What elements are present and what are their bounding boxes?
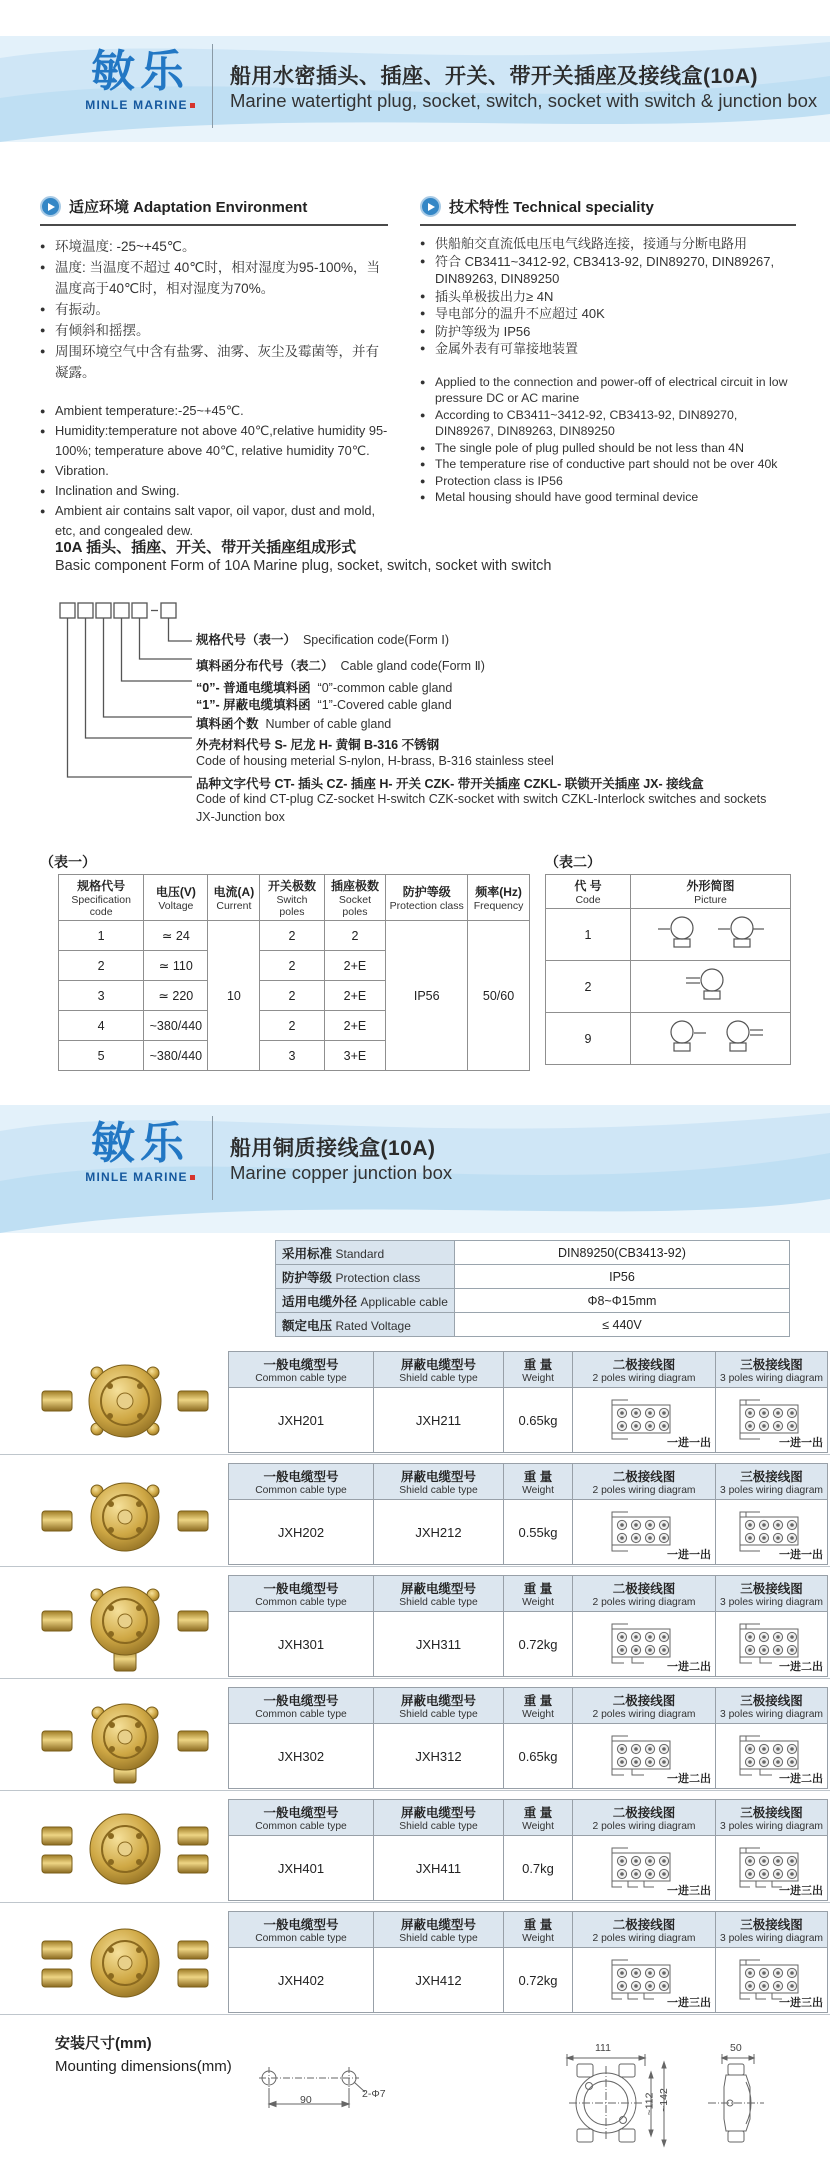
- product-table: [228, 1911, 828, 2013]
- wiring-diagram-2p: [573, 1948, 716, 2013]
- wiring-diagram-2p: [573, 1612, 716, 1677]
- col-voltage: 电压(V) Voltage: [144, 875, 208, 921]
- cell-socket-poles: 3+E: [324, 1041, 386, 1071]
- standards-label: 防护等级 Protection class: [276, 1265, 455, 1289]
- col-3pole-diagram: 三极接线图 3 poles wiring diagram: [716, 1352, 828, 1388]
- col-current: 电流(A) Current: [208, 875, 260, 921]
- table-row: [276, 1313, 790, 1337]
- col-switch-poles: 开关极数 Switch poles: [260, 875, 324, 921]
- flow-caption: 一进三出: [779, 1997, 823, 2009]
- product-table: [228, 1799, 828, 1901]
- logo-en-text: [70, 1170, 210, 1184]
- header2-title-cn: 船用铜质接线盒(10A): [230, 1137, 436, 1160]
- flow-caption: 一进一出: [667, 1549, 711, 1561]
- code-line-gland-code: [196, 656, 485, 674]
- code-line-kind-en2: [196, 810, 285, 824]
- cell-common-model: JXH301: [229, 1612, 374, 1677]
- row-separator: [0, 1566, 830, 1567]
- list-item: ● Metal housing should have good terminal device: [420, 489, 796, 506]
- cell-code: 1: [546, 909, 631, 961]
- standards-value: IP56: [454, 1265, 789, 1289]
- logo-red-accent: [190, 103, 195, 108]
- cell-frequency: 50/60: [468, 921, 530, 1071]
- cell-common-model: JXH202: [229, 1500, 374, 1565]
- code-line-en: Cable gland code(Form Ⅱ): [340, 659, 485, 673]
- code-line-en: Number of cable gland: [265, 717, 392, 731]
- code-line-cn: 品种文字代号 CT- 插头 CZ- 插座 H- 开关 CZK- 带开关插座 CZKL- 联锁开关插座 JX- 接线盒: [196, 777, 704, 791]
- standards-label: 采用标准 Standard: [276, 1241, 455, 1265]
- code-line-material-cn: [196, 735, 439, 753]
- table-row: [546, 1013, 791, 1065]
- table-row: [229, 1836, 828, 1901]
- code-line-cn: 填料函分布代号（表二）: [196, 659, 334, 673]
- code-line-spec: [196, 630, 449, 648]
- cell-switch-poles: 2: [260, 951, 324, 981]
- cell-code: 5: [59, 1041, 144, 1071]
- cell-common-model: JXH401: [229, 1836, 374, 1901]
- table-header-row: [229, 1464, 828, 1500]
- gland-layout-table: [545, 874, 791, 1065]
- component-title-cn: 10A 插头、插座、开关、带开关插座组成形式: [55, 539, 357, 556]
- col-shield-type: 屏蔽电缆型号 Shield cable type: [374, 1464, 504, 1500]
- product-row: [0, 1457, 830, 1567]
- list-item: ● Ambient air contains salt vapor, oil vapor, dust and mold, etc, and congealed dew.: [40, 501, 388, 541]
- flow-caption: 一进二出: [667, 1661, 711, 1673]
- adaptation-title: 适应环境 Adaptation Environment: [69, 199, 308, 216]
- list-item: ● 环境温度: -25~+45℃。: [40, 236, 388, 257]
- list-item: ● Inclination and Swing.: [40, 481, 388, 501]
- col-common-type: 一般电缆型号 Common cable type: [229, 1576, 374, 1612]
- flow-caption: 一进三出: [667, 1997, 711, 2009]
- product-table: [228, 1463, 828, 1565]
- list-item: ● 周围环境空气中含有盐雾、油雾、灰尘及霉菌等，并有凝露。: [40, 341, 388, 383]
- flow-caption: 一进一出: [779, 1549, 823, 1561]
- col-2pole-diagram: 二极接线图 2 poles wiring diagram: [573, 1688, 716, 1724]
- dim-front-height-outer: ~142: [657, 2088, 670, 2112]
- cell-code: 3: [59, 981, 144, 1011]
- gland-diagram-2: [631, 961, 791, 1013]
- wiring-diagram-3p: [716, 1724, 828, 1789]
- cell-protection: IP56: [386, 921, 468, 1071]
- col-3pole-diagram: 三极接线图 3 poles wiring diagram: [716, 1912, 828, 1948]
- col-common-type: 一般电缆型号 Common cable type: [229, 1912, 374, 1948]
- col-3pole-diagram: 三极接线图 3 poles wiring diagram: [716, 1464, 828, 1500]
- cell-switch-poles: 2: [260, 1011, 324, 1041]
- col-3pole-diagram: 三极接线图 3 poles wiring diagram: [716, 1800, 828, 1836]
- table-row: [276, 1289, 790, 1313]
- cell-common-model: JXH201: [229, 1388, 374, 1453]
- section-play-icon: [420, 196, 441, 217]
- list-item: ● 符合 CB3411~3412-92, CB3413-92, DIN89270, DIN89267, DIN89263, DIN89250: [420, 253, 796, 288]
- product-table: [228, 1351, 828, 1453]
- list-item: ● Vibration.: [40, 461, 388, 481]
- product-table: [228, 1575, 828, 1677]
- col-picture: 外形简图 Picture: [631, 875, 791, 909]
- product-photo: [40, 1463, 210, 1566]
- wiring-diagram-3p: [716, 1612, 828, 1677]
- logo-en-label: MINLE MARINE: [85, 1170, 188, 1184]
- cell-shield-model: JXH411: [374, 1836, 504, 1901]
- brand-logo: [70, 47, 210, 112]
- col-shield-type: 屏蔽电缆型号 Shield cable type: [374, 1688, 504, 1724]
- product-photo: [40, 1687, 210, 1790]
- list-item: ● According to CB3411~3412-92, CB3413-92, DIN89270, DIN89267, DIN89263, DIN89250: [420, 407, 796, 440]
- cell-voltage: ≃ 24: [144, 921, 208, 951]
- brand-logo: [70, 1119, 210, 1184]
- code-line-gland-count: [196, 714, 391, 732]
- col-shield-type: 屏蔽电缆型号 Shield cable type: [374, 1352, 504, 1388]
- cell-shield-model: JXH212: [374, 1500, 504, 1565]
- col-weight: 重 量 Weight: [504, 1464, 573, 1500]
- flow-caption: 一进二出: [779, 1773, 823, 1785]
- standards-table: [275, 1240, 790, 1337]
- col-weight: 重 量 Weight: [504, 1688, 573, 1724]
- product-row: [0, 1905, 830, 2015]
- list-item: ● Applied to the connection and power-off of electrical circuit in low pressure DC or AC marine: [420, 374, 796, 407]
- logo-cn-text: 敏乐: [91, 47, 189, 96]
- side-view-drawing: [700, 2052, 772, 2157]
- cell-weight: 0.55kg: [504, 1500, 573, 1565]
- product-table: [228, 1687, 828, 1789]
- cell-shield-model: JXH412: [374, 1948, 504, 2013]
- table-header-row: [59, 875, 530, 921]
- cell-socket-poles: 2+E: [324, 951, 386, 981]
- code-line-en: “1”-Covered cable gland: [317, 698, 452, 712]
- code-line-en: JX-Junction box: [196, 810, 285, 824]
- cell-shield-model: JXH311: [374, 1612, 504, 1677]
- cell-shield-model: JXH211: [374, 1388, 504, 1453]
- code-line-gland-1: [196, 695, 452, 713]
- list-item: ● Ambient temperature:-25~+45℃.: [40, 401, 388, 421]
- gland-diagram-1: [631, 909, 791, 961]
- col-weight: 重 量 Weight: [504, 1912, 573, 1948]
- cell-weight: 0.72kg: [504, 1948, 573, 2013]
- code-line-en: “0”-common cable gland: [317, 681, 453, 695]
- product-row: [0, 1569, 830, 1679]
- cell-voltage: ≃ 110: [144, 951, 208, 981]
- cell-common-model: JXH402: [229, 1948, 374, 2013]
- cell-code: 2: [59, 951, 144, 981]
- col-3pole-diagram: 三极接线图 3 poles wiring diagram: [716, 1688, 828, 1724]
- col-code: 代 号 Code: [546, 875, 631, 909]
- col-2pole-diagram: 二极接线图 2 poles wiring diagram: [573, 1912, 716, 1948]
- list-item: ● 供船舶交直流低电压电气线路连接，接通与分断电路用: [420, 235, 796, 253]
- adaptation-cn-list: [40, 236, 388, 383]
- dim-front-width: 111: [595, 2042, 611, 2054]
- dim-front-height-inner: ~112: [643, 2092, 656, 2116]
- cell-switch-poles: 2: [260, 981, 324, 1011]
- col-weight: 重 量 Weight: [504, 1352, 573, 1388]
- col-common-type: 一般电缆型号 Common cable type: [229, 1352, 374, 1388]
- cell-weight: 0.65kg: [504, 1724, 573, 1789]
- table-row: [59, 921, 530, 951]
- row-separator: [0, 1454, 830, 1455]
- list-item: ● Humidity:temperature not above 40℃,relative humidity 95-100%; temperature above 40℃, relative humidity 70℃.: [40, 421, 388, 461]
- header1-title-en: Marine watertight plug, socket, switch, socket with switch & junction box: [230, 90, 818, 111]
- col-shield-type: 屏蔽电缆型号 Shield cable type: [374, 1576, 504, 1612]
- flow-caption: 一进一出: [779, 1437, 823, 1449]
- wiring-diagram-3p: [716, 1948, 828, 2013]
- list-item: ● 金属外表有可靠接地装置: [420, 340, 796, 358]
- code-line-en: Specification code(Form Ⅰ): [302, 633, 450, 647]
- wiring-diagram-2p: [573, 1836, 716, 1901]
- table-row: [229, 1612, 828, 1677]
- table-row: [276, 1241, 790, 1265]
- technical-en-list: [420, 374, 796, 506]
- code-line-cn: 填料函个数: [196, 717, 259, 731]
- col-common-type: 一般电缆型号 Common cable type: [229, 1464, 374, 1500]
- standards-value: DIN89250(CB3413-92): [454, 1241, 789, 1265]
- gland-diagram-9: [631, 1013, 791, 1065]
- mounting-title-en: Mounting dimensions(mm): [55, 2058, 232, 2075]
- cell-weight: 0.65kg: [504, 1388, 573, 1453]
- technical-cn-list: [420, 235, 796, 358]
- code-line-cn: “0”- 普通电缆填料函: [196, 681, 311, 695]
- cell-weight: 0.7kg: [504, 1836, 573, 1901]
- adaptation-en-list: [40, 401, 388, 541]
- header1-divider: [212, 44, 213, 128]
- product-photo: [40, 1575, 210, 1678]
- table-row: [229, 1948, 828, 2013]
- standards-value: ≤ 440V: [454, 1313, 789, 1337]
- technical-section: [420, 196, 796, 506]
- technical-title: 技术特性 Technical speciality: [449, 199, 654, 216]
- cell-code: 9: [546, 1013, 631, 1065]
- flow-caption: 一进三出: [667, 1885, 711, 1897]
- dim-hole-spacing: 90: [300, 2094, 312, 2106]
- list-item: ● 插头单极拔出力≥ 4N: [420, 288, 796, 306]
- logo-cn-text: 敏乐: [91, 1119, 189, 1168]
- list-item: ● The temperature rise of conductive part should not be over 40k: [420, 456, 796, 473]
- standards-label: 适用电缆外径 Applicable cable: [276, 1289, 455, 1313]
- code-line-cn: 规格代号（表一）: [196, 633, 297, 647]
- technical-header: [420, 196, 796, 226]
- list-item: ● Protection class is IP56: [420, 473, 796, 490]
- table-row: [229, 1388, 828, 1453]
- table-row: [546, 909, 791, 961]
- col-shield-type: 屏蔽电缆型号 Shield cable type: [374, 1800, 504, 1836]
- code-line-en: Code of housing meterial S-nylon, H-brass, B-316 stainless steel: [196, 754, 554, 768]
- cell-current: 10: [208, 921, 260, 1071]
- list-item: ● 防护等级为 IP56: [420, 323, 796, 341]
- code-line-kind-en: [196, 792, 766, 806]
- section-play-icon: [40, 196, 61, 217]
- list-item: ● 温度: 当温度不超过 40℃时，相对湿度为95-100%，当温度高于40℃时，相对湿度为70%。: [40, 257, 388, 299]
- table-row: [229, 1724, 828, 1789]
- component-code-tree: [55, 595, 195, 810]
- col-common-type: 一般电缆型号 Common cable type: [229, 1688, 374, 1724]
- table-header-row: [546, 875, 791, 909]
- cell-common-model: JXH302: [229, 1724, 374, 1789]
- cell-voltage: ~380/440: [144, 1041, 208, 1071]
- wiring-diagram-3p: [716, 1388, 828, 1453]
- row-separator: [0, 1790, 830, 1791]
- row-separator: [0, 1902, 830, 1903]
- table-header-row: [229, 1688, 828, 1724]
- flow-caption: 一进三出: [779, 1885, 823, 1897]
- col-weight: 重 量 Weight: [504, 1800, 573, 1836]
- wiring-diagram-3p: [716, 1836, 828, 1901]
- cell-socket-poles: 2+E: [324, 1011, 386, 1041]
- list-item: ● 导电部分的温升不应超过 40K: [420, 305, 796, 323]
- col-protection: 防护等级 Protection class: [386, 875, 468, 921]
- cell-shield-model: JXH312: [374, 1724, 504, 1789]
- dim-holes-label: 2-Φ7: [362, 2088, 386, 2100]
- cell-voltage: ~380/440: [144, 1011, 208, 1041]
- cell-code: 1: [59, 921, 144, 951]
- flow-caption: 一进二出: [667, 1773, 711, 1785]
- wiring-diagram-2p: [573, 1388, 716, 1453]
- product-row: [0, 1681, 830, 1791]
- spec-table: [58, 874, 530, 1071]
- cell-socket-poles: 2+E: [324, 981, 386, 1011]
- flow-caption: 一进一出: [667, 1437, 711, 1449]
- code-line-gland-0: [196, 678, 452, 696]
- adaptation-header: [40, 196, 388, 226]
- col-spec-code: 规格代号 Specification code: [59, 875, 144, 921]
- cell-switch-poles: 2: [260, 921, 324, 951]
- cell-voltage: ≃ 220: [144, 981, 208, 1011]
- product-photo: [40, 1799, 210, 1902]
- col-frequency: 频率(Hz) Frequency: [468, 875, 530, 921]
- wiring-diagram-2p: [573, 1500, 716, 1565]
- product-photo: [40, 1351, 210, 1454]
- cell-code: 4: [59, 1011, 144, 1041]
- component-title-en: Basic component Form of 10A Marine plug, socket, switch, socket with switch: [55, 558, 552, 574]
- code-line-en: Code of kind CT-plug CZ-socket H-switch CZK-socket with switch CZKL-Interlock switches and sockets: [196, 792, 767, 806]
- wiring-diagram-2p: [573, 1724, 716, 1789]
- dim-side-width: 50: [730, 2042, 742, 2054]
- col-weight: 重 量 Weight: [504, 1576, 573, 1612]
- row-separator: [0, 2014, 830, 2015]
- table-row: [276, 1265, 790, 1289]
- cell-code: 2: [546, 961, 631, 1013]
- cell-weight: 0.72kg: [504, 1612, 573, 1677]
- standards-label: 额定电压 Rated Voltage: [276, 1313, 455, 1337]
- logo-red-accent: [190, 1175, 195, 1180]
- col-shield-type: 屏蔽电缆型号 Shield cable type: [374, 1912, 504, 1948]
- col-2pole-diagram: 二极接线图 2 poles wiring diagram: [573, 1800, 716, 1836]
- flow-caption: 一进二出: [779, 1661, 823, 1673]
- table-row: [546, 961, 791, 1013]
- table2-caption: （表二）: [545, 854, 601, 870]
- list-item: ● 有倾斜和摇摆。: [40, 320, 388, 341]
- header2-divider: [212, 1116, 213, 1200]
- adaptation-section: [40, 196, 388, 541]
- col-socket-poles: 插座极数 Socket poles: [324, 875, 386, 921]
- col-2pole-diagram: 二极接线图 2 poles wiring diagram: [573, 1464, 716, 1500]
- product-row: [0, 1793, 830, 1903]
- wiring-diagram-3p: [716, 1500, 828, 1565]
- cell-switch-poles: 3: [260, 1041, 324, 1071]
- mounting-title-cn: 安装尺寸(mm): [55, 2035, 152, 2052]
- logo-en-text: [70, 98, 210, 112]
- code-line-cn: 外壳材料代号 S- 尼龙 H- 黄铜 B-316 不锈钢: [196, 738, 440, 752]
- table1-caption: （表一）: [40, 854, 96, 870]
- standards-value: Φ8~Φ15mm: [454, 1289, 789, 1313]
- code-line-cn: “1”- 屏蔽电缆填料函: [196, 698, 311, 712]
- hole-pattern-drawing: [255, 2062, 375, 2123]
- row-separator: [0, 1678, 830, 1679]
- product-photo: [40, 1911, 210, 2014]
- header1-title-cn: 船用水密插头、插座、开关、带开关插座及接线盒(10A): [230, 65, 759, 88]
- logo-en-label: MINLE MARINE: [85, 98, 188, 112]
- code-line-material-en: [196, 754, 554, 768]
- list-item: ● 有振动。: [40, 299, 388, 320]
- cell-socket-poles: 2: [324, 921, 386, 951]
- col-common-type: 一般电缆型号 Common cable type: [229, 1800, 374, 1836]
- col-2pole-diagram: 二极接线图 2 poles wiring diagram: [573, 1576, 716, 1612]
- header2-title-en: Marine copper junction box: [230, 1162, 453, 1183]
- col-2pole-diagram: 二极接线图 2 poles wiring diagram: [573, 1352, 716, 1388]
- table-header-row: [229, 1352, 828, 1388]
- list-item: ● The single pole of plug pulled should be not less than 4N: [420, 440, 796, 457]
- table-header-row: [229, 1576, 828, 1612]
- table-header-row: [229, 1800, 828, 1836]
- code-line-kind-cn: [196, 774, 704, 792]
- table-row: [229, 1500, 828, 1565]
- table-header-row: [229, 1912, 828, 1948]
- col-3pole-diagram: 三极接线图 3 poles wiring diagram: [716, 1576, 828, 1612]
- product-row: [0, 1345, 830, 1455]
